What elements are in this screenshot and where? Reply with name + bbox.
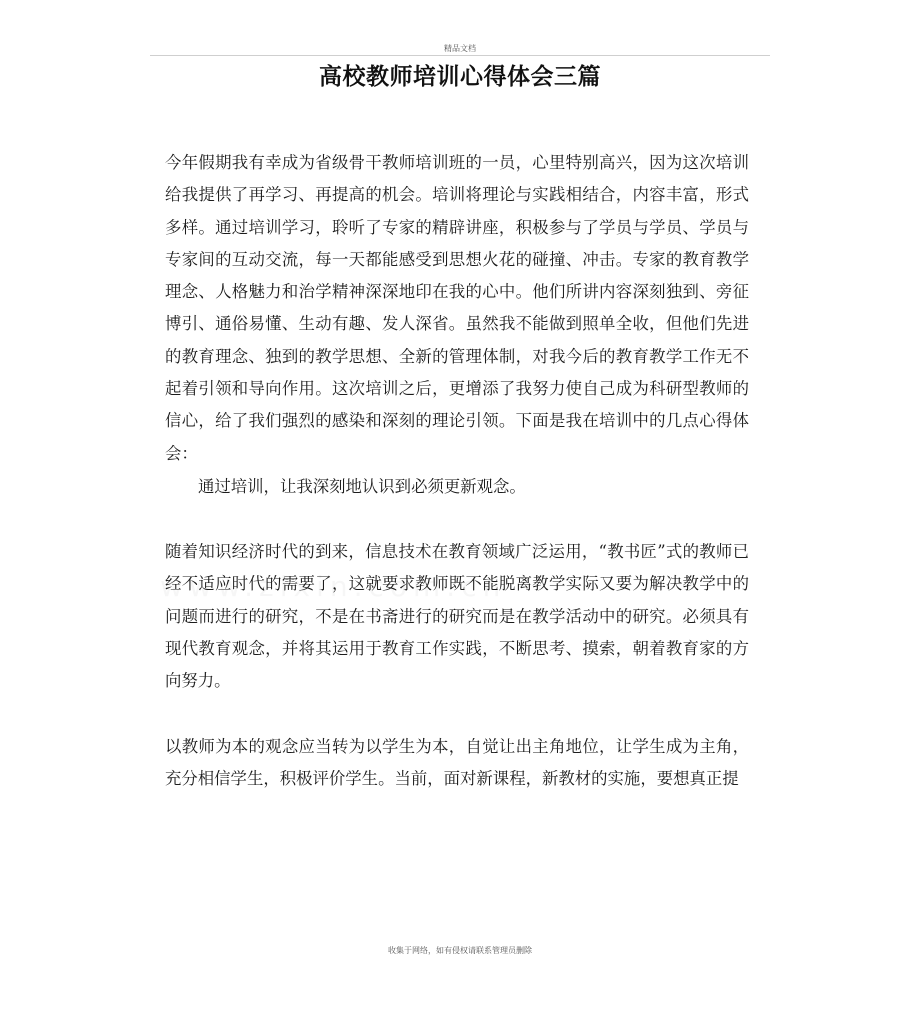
paragraph-knowledge-era: 随着知识经济时代的到来，信息技术在教育领域广泛运用，“教书匠”式的教师已经不适应时代的需要了，这就要求教师既不能脱离教学实际又要为解决教学中的问题而进行的研究，不是在书斋进行的研究而是在教学活动中的研究。必须具有现代教育观念，并将其运用于教育工作实践，不断思考、摸索，朝着教育家的方向努力。: [165, 542, 749, 691]
document-title: 高校教师培训心得体会三篇: [319, 64, 601, 90]
paragraph-intro: 今年假期我有幸成为省级骨干教师培训班的一员，心里特别高兴，因为这次培训给我提供了再学习、再提高的机会。培训将理论与实践相结合，内容丰富，形式多样。通过培训学习，聆听了专家的精辟讲座，积极参与了学员与学员、学员与专家间的互动交流，每一天都能感受到思想火花的碰撞、冲击。专家的教育教学理念、人格魅力和治学精神深深地印在我的心中。他们所讲内容深刻独到、旁征博引、通俗易懂、生动有趣、发人深省。虽然我不能做到照单全收，但他们先进的教育理念、独到的教学思想、全新的管理体制，对我今后的教育教学工作无不起着引领和导向作用。这次培训之后，更增添了我努力使自己成为科研型教师的信心，给了我们强烈的感染和深刻的理论引领。下面是我在培训中的几点心得体会：: [165, 153, 749, 463]
paragraph-student-centered: 以教师为本的观念应当转为以学生为本，自觉让出主角地位，让学生成为主角，充分相信学生，积极评价学生。当前，面对新课程，新教材的实施，要想真正提: [165, 737, 749, 789]
paragraph-heading-point: 通过培训，让我深刻地认识到必须更新观念。: [198, 477, 526, 496]
footer-label: 收集于网络，如有侵权请联系管理员删除: [388, 946, 532, 955]
header-label: 精品文档: [444, 44, 476, 53]
header-divider: [150, 55, 770, 56]
